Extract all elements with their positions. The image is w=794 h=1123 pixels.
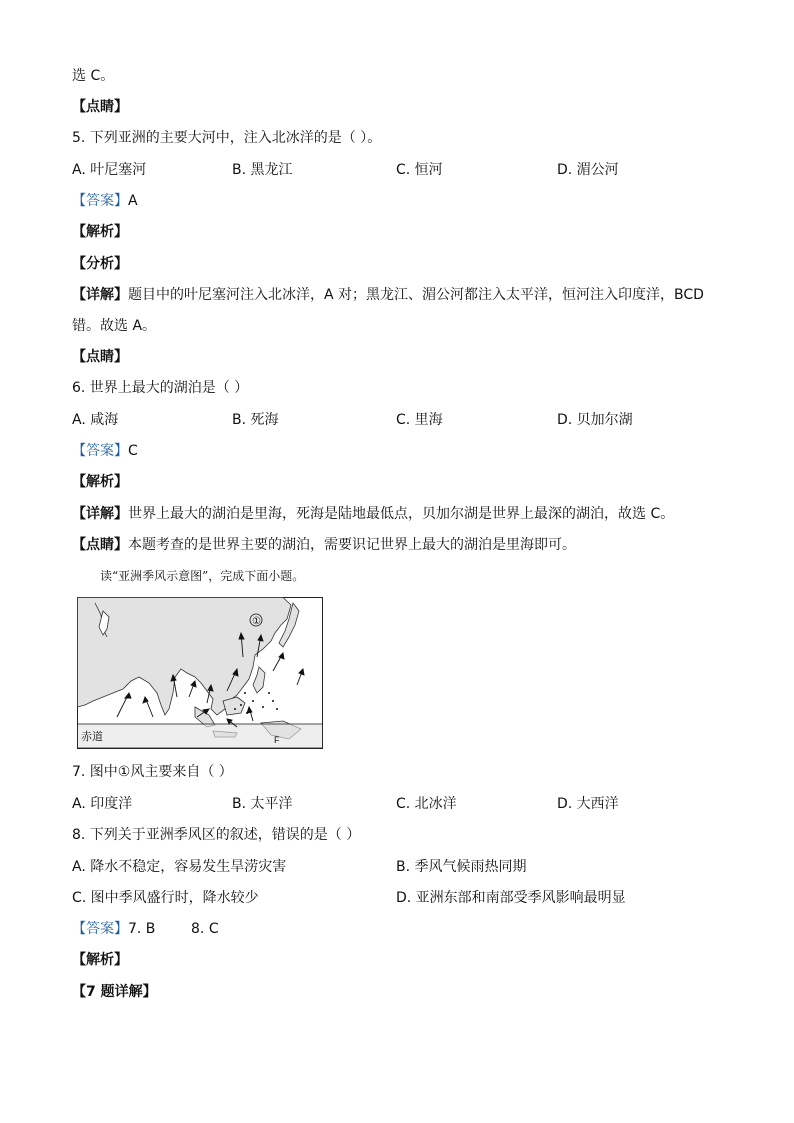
dianjing-text: 本题考查的是世界主要的湖泊，需要识记世界上最大的湖泊是里海即可。	[128, 537, 576, 553]
dianjing-tag: 【点睛】	[72, 537, 128, 553]
q7-detail-heading: 【7 题详解】	[72, 984, 157, 1000]
q5-detail	[72, 285, 704, 305]
question-7: 7. 图中①风主要来自（ ）	[72, 764, 233, 780]
q8-option-c: C. 图中季风盛行时，降水较少	[72, 890, 259, 906]
q5-dianjing: 【点睛】	[72, 349, 128, 365]
q5-option-c: C. 恒河	[396, 162, 443, 178]
answer-tag: 【答案】	[72, 443, 128, 459]
q6-dianjing	[72, 535, 576, 555]
q6-option-a: A. 咸海	[72, 412, 119, 428]
heading-dianjing: 【点睛】	[72, 99, 128, 115]
q6-option-c: C. 里海	[396, 412, 443, 428]
q5-option-a: A. 叶尼塞河	[72, 162, 147, 178]
detail-tag: 【详解】	[72, 506, 128, 522]
q7-option-d: D. 大西洋	[557, 796, 619, 812]
q5-jiexi: 【解析】	[72, 224, 128, 240]
q6-jiexi: 【解析】	[72, 474, 128, 490]
q78-jiexi: 【解析】	[72, 952, 128, 968]
q6-option-d: D. 贝加尔湖	[557, 412, 633, 428]
answer-value: A	[128, 193, 138, 209]
q5-fenxi: 【分析】	[72, 256, 128, 272]
q6-option-b: B. 死海	[232, 412, 279, 428]
q7-option-a: A. 印度洋	[72, 796, 133, 812]
equator-band	[78, 724, 323, 748]
map-caption: 读“亚洲季风示意图”，完成下面小题。	[100, 569, 305, 583]
q8-option-d: D. 亚洲东部和南部受季风影响最明显	[396, 890, 626, 906]
q6-answer	[72, 441, 138, 461]
asia-monsoon-map	[77, 597, 323, 749]
q7-option-c: C. 北冰洋	[396, 796, 457, 812]
answer-value: C	[128, 443, 138, 459]
detail-text: 题目中的叶尼塞河注入北冰洋，A 对；黑龙江、湄公河都注入太平洋，恒河注入印度洋，BCD	[128, 287, 704, 303]
q6-detail	[72, 504, 674, 524]
line-l0: 选 C。	[72, 68, 115, 84]
detail-tag: 【详解】	[72, 287, 128, 303]
q78-answer	[72, 919, 219, 939]
answer-tag: 【答案】	[72, 921, 128, 937]
f-label: F	[274, 735, 280, 745]
q5-option-b: B. 黑龙江	[232, 162, 293, 178]
q5-answer	[72, 191, 138, 211]
question-6: 6. 世界上最大的湖泊是（ ）	[72, 380, 249, 396]
q5-option-d: D. 湄公河	[557, 162, 619, 178]
answer-tag: 【答案】	[72, 193, 128, 209]
answer-value: 7. B 8. C	[128, 921, 219, 937]
q7-option-b: B. 太平洋	[232, 796, 293, 812]
detail-text: 世界上最大的湖泊是里海，死海是陆地最低点，贝加尔湖是世界上最深的湖泊，故选 C。	[128, 506, 675, 522]
equator-label: 赤道	[81, 731, 103, 743]
circle-label: ①	[252, 616, 261, 627]
q5-detail-2: 错。故选 A。	[72, 318, 157, 334]
question-5: 5. 下列亚洲的主要大河中，注入北冰洋的是（ ）。	[72, 130, 382, 146]
q8-option-a: A. 降水不稳定，容易发生旱涝灾害	[72, 859, 287, 875]
q8-option-b: B. 季风气候雨热同期	[396, 859, 527, 875]
question-8: 8. 下列关于亚洲季风区的叙述，错误的是（ ）	[72, 827, 361, 843]
